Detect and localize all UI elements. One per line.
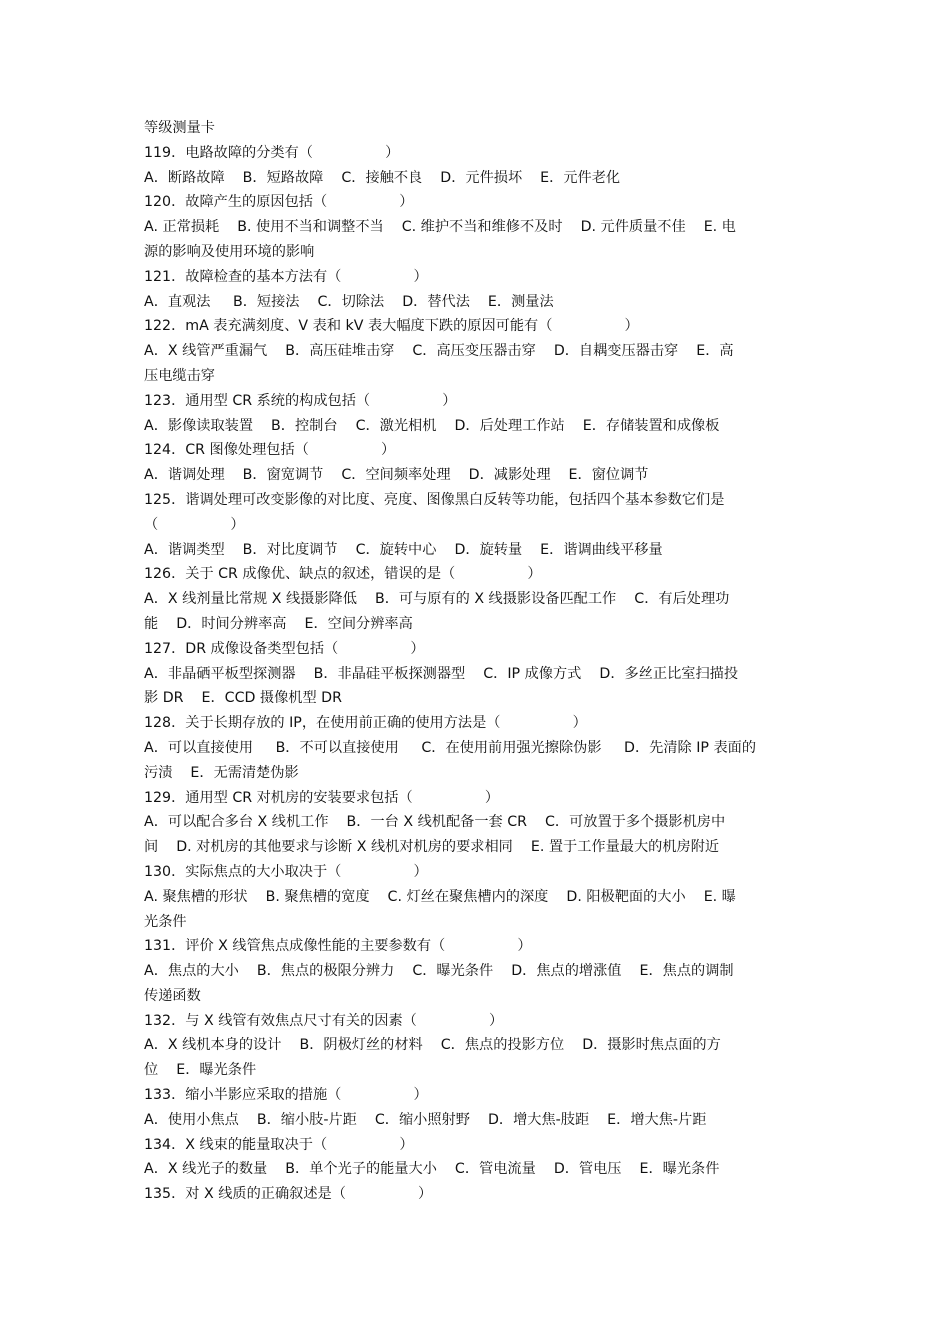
text-line: A．使用小焦点 B．缩小肢-片距 C．缩小照射野 D．增大焦-肢距 E．增大焦-片距: [144, 1111, 707, 1128]
text-line: 128．关于长期存放的 IP，在使用前正确的使用方法是（ ）: [144, 715, 587, 732]
text-line: 130．实际焦点的大小取决于（ ）: [144, 863, 428, 880]
text-line: 120．故障产生的原因包括（ ）: [144, 194, 414, 211]
text-line: 间 D. 对机房的其他要求与诊断 X 线机对机房的要求相同 E. 置于工作量最大的机房附近: [144, 839, 720, 856]
text-line: 135．对 X 线质的正确叙述是（ ）: [144, 1186, 433, 1203]
text-line: 119．电路故障的分类有（ ）: [144, 144, 400, 161]
text-line: 131．评价 X 线管焦点成像性能的主要参数有（ ）: [144, 938, 532, 955]
text-line: A．谐调处理 B．窗宽调节 C．空间频率处理 D．减影处理 E．窗位调节: [144, 467, 649, 484]
text-line: 127．DR 成像设备类型包括（ ）: [144, 640, 425, 657]
text-line: 影 DR E．CCD 摄像机型 DR: [144, 690, 342, 707]
text-line: A．影像读取装置 B．控制台 C．激光相机 D．后处理工作站 E．存储装置和成像板: [144, 417, 720, 434]
text-line: A．X 线机本身的设计 B．阴极灯丝的材料 C．焦点的投影方位 D．摄影时焦点面的方: [144, 1037, 721, 1054]
text-line: 133．缩小半影应采取的措施（ ）: [144, 1087, 428, 1104]
text-line: 污渍 E．无需清楚伪影: [144, 764, 299, 781]
text-line: 134．X 线束的能量取决于（ ）: [144, 1136, 414, 1153]
text-line: A．X 线剂量比常规 X 线摄影降低 B．可与原有的 X 线摄影设备匹配工作 C．有后处理功: [144, 591, 730, 608]
text-line: 122．mA 表充满刻度、V 表和 kV 表大幅度下跌的原因可能有（ ）: [144, 318, 639, 335]
text-line: A．直观法 B．短接法 C．切除法 D．替代法 E．测量法: [144, 293, 554, 310]
text-line: 124．CR 图像处理包括（ ）: [144, 442, 396, 459]
text-line: A．非晶硒平板型探测器 B．非晶硅平板探测器型 C．IP 成像方式 D．多丝正比室扫描投: [144, 665, 739, 682]
text-line: 光条件: [144, 913, 187, 930]
text-line: A．X 线光子的数量 B．单个光子的能量大小 C．管电流量 D．管电压 E．曝光条件: [144, 1161, 720, 1178]
text-line: A．焦点的大小 B．焦点的极限分辨力 C．曝光条件 D．焦点的增涨值 E．焦点的调制: [144, 963, 734, 980]
text-line: A．X 线管严重漏气 B．高压硅堆击穿 C．高压变压器击穿 D．自耦变压器击穿 E．高: [144, 343, 734, 360]
text-line: 126．关于 CR 成像优、缺点的叙述，错误的是（ ）: [144, 566, 542, 583]
text-line: A. 聚焦槽的形状 B. 聚焦槽的宽度 C. 灯丝在聚焦槽内的深度 D. 阳极靶面的大小 E. 曝: [144, 888, 736, 905]
text-line: A．可以直接使用 B．不可以直接使用 C．在使用前用强光擦除伪影 D．先清除 IP 表面的: [144, 739, 757, 756]
text-line: A．断路故障 B．短路故障 C．接触不良 D．元件损坏 E．元件老化: [144, 169, 621, 186]
text-line: （ ）: [144, 516, 245, 533]
text-line: A．谐调类型 B．对比度调节 C．旋转中心 D．旋转量 E．谐调曲线平移量: [144, 541, 663, 558]
text-line: 132．与 X 线管有效焦点尺寸有关的因素（ ）: [144, 1012, 504, 1029]
text-line: 129．通用型 CR 对机房的安装要求包括（ ）: [144, 789, 500, 806]
text-line: A．可以配合多台 X 线机工作 B．一台 X 线机配备一套 CR C．可放置于多个摄影机房中: [144, 814, 726, 831]
document-body: [144, 116, 810, 1207]
text-line: 121．故障检查的基本方法有（ ）: [144, 268, 428, 285]
text-line: A. 正常损耗 B. 使用不当和调整不当 C. 维护不当和维修不及时 D. 元件质量不佳 E. 电: [144, 219, 736, 236]
text-line: 位 E．曝光条件: [144, 1062, 257, 1079]
text-line: 压电缆击穿: [144, 367, 215, 384]
text-line: 125．谐调处理可改变影像的对比度、亮度、图像黑白反转等功能，包括四个基本参数它们是: [144, 491, 725, 508]
text-line: 传递函数: [144, 987, 201, 1004]
text-line: 能 D．时间分辨率高 E．空间分辨率高: [144, 615, 413, 632]
text-line: 123．通用型 CR 系统的构成包括（ ）: [144, 392, 457, 409]
document-heading: 等级测量卡: [144, 120, 215, 136]
text-line: 源的影响及使用环境的影响: [144, 243, 315, 260]
